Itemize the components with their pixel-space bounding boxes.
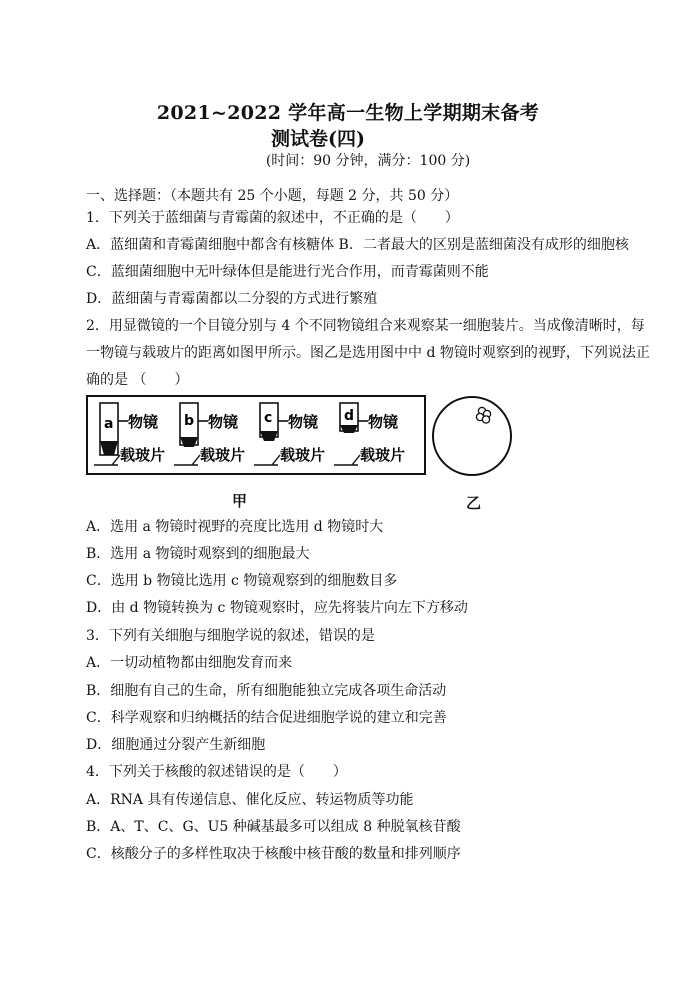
- q4-option-b: B．A、T、C、G、U5 种碱基最多可以组成 8 种脱氧核苷酸: [86, 819, 461, 835]
- objective-label-c: 物镜: [288, 413, 319, 431]
- lens-letter-a: a: [104, 416, 114, 432]
- observed-cells: [476, 407, 490, 423]
- slide-label-b: 载玻片: [200, 446, 246, 464]
- q1-option-c: C．蓝细菌细胞中无叶绿体但是能进行光合作用，而青霉菌则不能: [86, 264, 489, 280]
- q4-option-c: C．核酸分子的多样性取决于核酸中核苷酸的数量和排列顺序: [86, 846, 461, 862]
- figure-label-jia: 甲: [232, 492, 248, 510]
- q3-option-d: D．细胞通过分裂产生新细胞: [86, 737, 266, 753]
- q2-option-a: A．选用 a 物镜时视野的亮度比选用 d 物镜时大: [86, 519, 384, 535]
- q3-stem: 3．下列有关细胞与细胞学说的叙述，错误的是: [86, 628, 375, 644]
- lens-letter-c: c: [264, 410, 273, 426]
- q2-option-d: D．由 d 物镜转换为 c 物镜观察时，应先将装片向左下方移动: [86, 600, 468, 616]
- objective-lens-b: [174, 403, 245, 465]
- q2-stem-line-1: 2．用显微镜的一个目镜分别与 4 个不同物镜组合来观察某一细胞装片。当成像清晰时，每: [86, 318, 645, 334]
- objective-lens-a: [94, 403, 165, 465]
- q3-option-a: A．一切动植物都由细胞发育而来: [86, 655, 293, 671]
- exam-meta: (时间：90 分钟，满分：100 分): [265, 153, 471, 169]
- exam-title: 2021~2022 学年高一生物上学期期末备考: [156, 102, 540, 124]
- objective-label-a: 物镜: [128, 413, 159, 431]
- slide-label-c: 载玻片: [280, 446, 326, 464]
- objective-lens-c: [254, 403, 325, 465]
- q1-option-a-b: A．蓝细菌和青霉菌细胞中都含有核糖体 B．二者最大的区别是蓝细菌没有成形的细胞核: [86, 237, 629, 253]
- section-heading: 一、选择题：（本题共有 25 个小题，每题 2 分，共 50 分）: [86, 188, 459, 204]
- q2-stem-line-3: 确的是 （ ）: [86, 372, 189, 388]
- q2-option-b: B．选用 a 物镜时观察到的细胞最大: [86, 546, 310, 562]
- q4-option-a: A．RNA 具有传递信息、催化反应、转运物质等功能: [86, 792, 414, 808]
- figure-jia: [86, 395, 426, 475]
- q1-option-d: D．蓝细菌与青霉菌都以二分裂的方式进行繁殖: [86, 291, 378, 307]
- q3-option-b: B．细胞有自己的生命，所有细胞能独立完成各项生命活动: [86, 683, 447, 699]
- objective-label-b: 物镜: [208, 413, 239, 431]
- lens-letter-d: d: [344, 408, 355, 424]
- objective-label-d: 物镜: [368, 413, 399, 431]
- q3-option-c: C．科学观察和归纳概括的结合促进细胞学说的建立和完善: [86, 710, 447, 726]
- q1-stem: 1．下列关于蓝细菌与青霉菌的叙述中，不正确的是（ ）: [86, 210, 459, 226]
- figure-label-yi: 乙: [466, 494, 482, 512]
- slide-label-d: 载玻片: [360, 446, 406, 464]
- lens-letter-b: b: [184, 413, 195, 429]
- q2-stem-line-2: 一物镜与载玻片的距离如图甲所示。图乙是选用图中中 d 物镜时观察到的视野，下列说法正: [86, 345, 650, 361]
- q2-option-c: C．选用 b 物镜比选用 c 物镜观察到的细胞数目多: [86, 573, 398, 589]
- objective-lens-d: [334, 403, 405, 465]
- figure-jia-diagram: [88, 397, 424, 473]
- figure-yi-field-of-view: [430, 394, 514, 478]
- exam-subtitle: 测试卷(四): [271, 128, 365, 150]
- q4-stem: 4．下列关于核酸的叙述错误的是（ ）: [86, 764, 347, 780]
- slide-label-a: 载玻片: [120, 446, 166, 464]
